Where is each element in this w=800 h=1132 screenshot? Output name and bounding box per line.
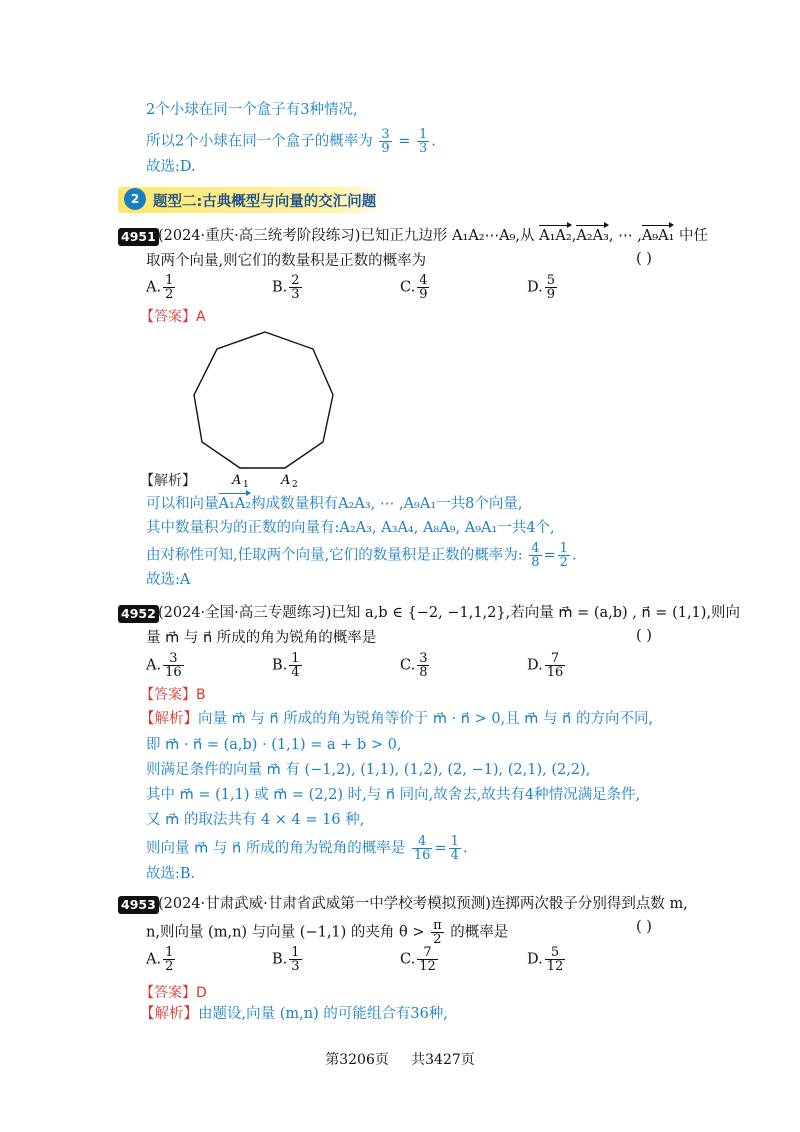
question-number-4953: 4953 bbox=[118, 896, 159, 914]
label-a1: A bbox=[232, 473, 242, 488]
question-4953-line-1: (2024·甘肃武威·甘肃省武威第一中学校考模拟预测)连掷两次骰子分别得到点数 m, bbox=[158, 896, 688, 912]
question-number-4951: 4951 bbox=[118, 228, 159, 246]
analysis-4952-line-7: 故选:B. bbox=[146, 866, 196, 882]
analysis-4952-line-2: 即 m⃗ · n⃗ = (a,b) · (1,1) = a + b > 0, bbox=[146, 737, 402, 753]
nonagon-figure bbox=[180, 325, 350, 490]
analysis-4951-line-3: 由对称性可知,任取两个向量,它们的数量积是正数的概率为: $\frac{4}{8}$ = $\frac{1}{2}$ . bbox=[146, 541, 577, 570]
prev-line-1: 2个小球在同一个盒子有3种情况, bbox=[146, 102, 358, 118]
question-4951-line-1: (2024·重庆·高三统考阶段练习)已知正九边形 A₁A₂⋯A₉,从 A₁A₂,A₂A₃, ⋯ ,A₉A₁ 中任 bbox=[158, 228, 709, 244]
answer-4952: 【答案】B bbox=[140, 687, 206, 703]
section-badge: 2 bbox=[124, 188, 146, 210]
prev-line-2: 所以2个小球在同一个盒子的概率为 $\frac{3}{9}$ = $\frac{1}{3}$ . bbox=[146, 127, 436, 156]
question-4953-line-2: n,则向量 (m,n) 与向量 (−1,1) 的夹角 θ > $\frac{\pi}{2}$ 的概率是 bbox=[146, 918, 509, 947]
option-4952-a[interactable]: A. $\frac{3}{16}$ bbox=[146, 651, 182, 680]
option-4952-c[interactable]: C. $\frac{3}{8}$ bbox=[400, 651, 428, 680]
analysis-4951-line-2: 其中数量积为的正数的向量有:A₂A₃, A₃A₄, A₈A₉, A₉A₁一共4个, bbox=[146, 520, 555, 536]
option-4953-b[interactable]: B. $\frac{1}{3}$ bbox=[272, 945, 300, 974]
question-4952-line-2: 量 m⃗ 与 n⃗ 所成的角为锐角的概率是 bbox=[146, 630, 377, 646]
question-4952-line-1: (2024·全国·高三专题练习)已知 a,b ∈ {−2, −1,1,2},若向量 m⃗ = (a,b) , n⃗ = (1,1),则向 bbox=[158, 605, 741, 621]
question-4951-line-2: 取两个向量,则它们的数量积是正数的概率为 bbox=[146, 253, 427, 269]
section-title: 题型二:古典概型与向量的交汇问题 bbox=[153, 194, 377, 210]
question-number-4952: 4952 bbox=[118, 605, 159, 623]
analysis-4952-line-1: 【解析】向量 m⃗ 与 n⃗ 所成的角为锐角等价于 m⃗ · n⃗ > 0,且 m⃗ 与 n⃗ 的方向不同, bbox=[140, 711, 654, 727]
page-total: 共3427页 bbox=[411, 1052, 475, 1068]
analysis-4953-line-1: 【解析】由题设,向量 (m,n) 的可能组合有36种, bbox=[140, 1006, 448, 1022]
analysis-label-4951: 【解析】 bbox=[140, 473, 196, 489]
label-a2: A bbox=[281, 473, 291, 488]
page-number: 第3206页 bbox=[325, 1052, 389, 1068]
option-4952-d[interactable]: D. $\frac{7}{16}$ bbox=[527, 651, 564, 680]
analysis-4952-line-5: 又 m⃗ 的取法共有 4 × 4 = 16 种, bbox=[146, 812, 365, 828]
option-4951-d[interactable]: D. $\frac{5}{9}$ bbox=[527, 273, 555, 302]
answer-paren-4953: ( ) bbox=[636, 919, 652, 935]
option-4951-a[interactable]: A. $\frac{1}{2}$ bbox=[146, 273, 174, 302]
nonagon-shape bbox=[194, 332, 333, 468]
answer-4953: 【答案】D bbox=[140, 985, 207, 1001]
option-4951-c[interactable]: C. $\frac{4}{9}$ bbox=[400, 273, 428, 302]
analysis-4952-line-3: 则满足条件的向量 m⃗ 有 (−1,2), (1,1), (1,2), (2, −1), (2,1), (2,2), bbox=[146, 762, 591, 778]
answer-paren-4951: ( ) bbox=[636, 251, 652, 267]
analysis-4951-line-4: 故选:A bbox=[146, 572, 191, 588]
page-footer bbox=[0, 1049, 800, 1069]
option-4952-b[interactable]: B. $\frac{1}{4}$ bbox=[272, 651, 300, 680]
analysis-4952-line-4: 其中 m⃗ = (1,1) 或 m⃗ = (2,2) 时,与 n⃗ 同向,故舍去,故共有4种情况满足条件, bbox=[146, 787, 641, 803]
answer-4951: 【答案】A bbox=[140, 309, 206, 325]
prev-line-3: 故选:D. bbox=[146, 159, 196, 175]
option-4951-b[interactable]: B. $\frac{2}{3}$ bbox=[272, 273, 300, 302]
svg-text:2: 2 bbox=[292, 480, 298, 490]
answer-paren-4952: ( ) bbox=[636, 628, 652, 644]
option-4953-d[interactable]: D. $\frac{5}{12}$ bbox=[527, 945, 564, 974]
option-4953-a[interactable]: A. $\frac{1}{2}$ bbox=[146, 945, 174, 974]
analysis-4952-line-6: 则向量 m⃗ 与 n⃗ 所成的角为锐角的概率是 $\frac{4}{16}$ = $\frac{1}{4}$ . bbox=[146, 834, 468, 863]
svg-text:1: 1 bbox=[243, 480, 249, 490]
analysis-4951-line-1: 可以和向量A₁A₂构成数量积有A₂A₃, ⋯ ,A₉A₁一共8个向量, bbox=[146, 496, 523, 512]
option-4953-c[interactable]: C. $\frac{7}{12}$ bbox=[400, 945, 436, 974]
